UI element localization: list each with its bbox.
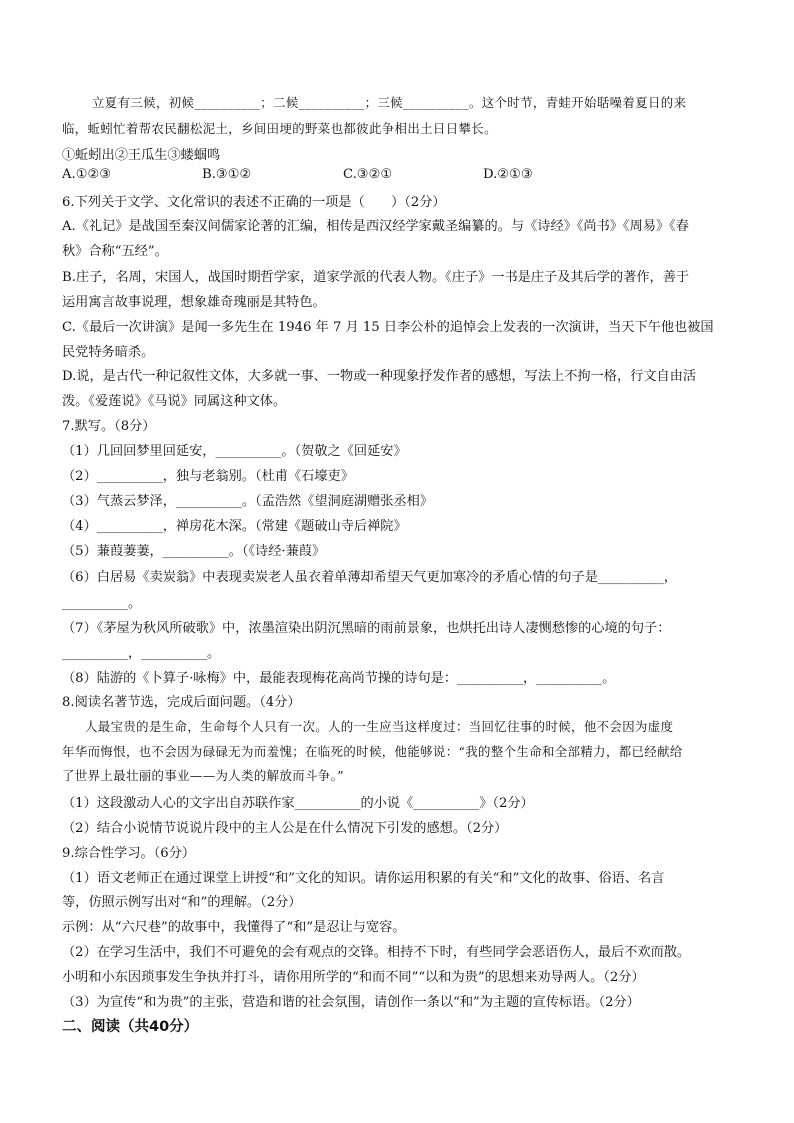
q9-sub-3: （3）为宣传“和为贵”的主张，营造和谐的社会氛围，请创作一条以“和”为主题的宣传标语。（2分） <box>62 995 640 1010</box>
q5-option-a: A.①②③ <box>62 167 112 182</box>
q8-stem: 8.阅读名著节选，完成后面问题。（4分） <box>62 695 301 710</box>
q8-sub-2: （2）结合小说情节说说片段中的主人公是在什么情况下引发的感想。（2分） <box>62 821 508 836</box>
q6-stem: 6.下列关于文学、文化常识的表述不正确的一项是（ ）（2分） <box>62 195 446 210</box>
q7-item-6-line-2: __________。 <box>62 596 142 611</box>
q9-sub-1-line-1: （1）语文老师正在通过课堂上讲授“和”文化的知识。请你运用积累的有关“和”文化的故事、俗语、名言 <box>62 871 665 886</box>
q6-option-b-line-1: B.庄子，名周，宋国人，战国时期哲学家，道家学派的代表人物。《庄子》一书是庄子及其后学的著作，善于 <box>62 270 690 285</box>
q5-poem-line-2: 临，蚯蚓忙着帮农民翻松泥土，乡间田埂的野菜也都彼此争相出土日日攀长。 <box>62 121 497 136</box>
q7-item-5: （5）蒹葭萋萋，__________。（《诗经·蒹葭》 <box>62 544 326 559</box>
q7-item-1: （1）几回回梦里回延安，__________。（贺敬之《回延安》 <box>62 444 407 459</box>
q6-option-d-line-2: 泼。《爱莲说》《马说》同属这种文体。 <box>62 394 287 409</box>
q7-item-7-line-1: （7）《茅屋为秋风所破歌》中，浓墨渲染出阴沉黑暗的雨前景象，也烘托出诗人凄恻愁惨的心境的句子： <box>62 621 671 636</box>
q7-item-7-line-2: __________，__________。 <box>62 646 221 661</box>
q8-sub-1: （1）这段激动人心的文字出自苏联作家__________的小说《__________》（2分） <box>62 796 534 811</box>
q9-sub-2-line-1: （2）在学习生活中，我们不可避免的会有观点的交锋。相持不下时，有些同学会恶语伤人，最后不欢而散。 <box>62 945 691 960</box>
q8-passage-line-2: 年华而悔恨，也不会因为碌碌无为而羞愧；在临死的时候，他能够说：“我的整个生命和全部精力，都已经献给 <box>62 744 683 759</box>
q6-option-c-line-1: C.《最后一次讲演》是闻一多先生在 1946 年 7 月 15 日李公朴的追悼会上发表的一次演讲，当天下午他也被国 <box>62 320 714 335</box>
q8-passage-line-1: 人最宝贵的是生命，生命每个人只有一次。人的一生应当这样度过：当回忆往事的时候，他不会因为虚度 <box>85 719 674 734</box>
q7-item-8: （8）陆游的《卜算子·咏梅》中，最能表现梅花高尚节操的诗句是：__________，__________。 <box>62 671 616 686</box>
q7-item-4: （4）__________，禅房花木深。（常建《题破山寺后禅院》 <box>62 519 407 534</box>
q7-item-3: （3）气蒸云梦泽，__________。（孟浩然《望洞庭湖赠张丞相》 <box>62 494 434 509</box>
q7-stem: 7.默写。（8分） <box>62 419 156 434</box>
q6-option-d-line-1: D.说，是古代一种记叙性文体，大多就一事、一物或一种现象抒发作者的感想，写法上不拘一格，行文自由活 <box>62 369 697 384</box>
q6-option-b-line-2: 运用寓言故事说理，想象雄奇瑰丽是其特色。 <box>62 295 326 310</box>
q6-option-a-line-2: 秋》合称“五经”。 <box>62 244 168 259</box>
q8-passage-line-3: 了世界上最壮丽的事业——为人类的解放而斗争。” <box>62 768 344 783</box>
q7-item-2: （2）__________，独与老翁别。（杜甫《石壕吏》 <box>62 469 354 484</box>
q5-option-b: B.③①② <box>202 167 252 182</box>
q5-poem-line-1: 立夏有三候，初候__________；二候__________；三候__________。这个时节，青蛙开始聒噪着夏日的来 <box>92 95 687 110</box>
q9-sub-2-line-2: 小明和小东因琐事发生争执并打斗，请你用所学的“和而不同”“以和为贵”的思想来劝导两人。（2分） <box>62 970 645 985</box>
q6-option-a-line-1: A.《礼记》是战国至秦汉间儒家论著的汇编，相传是西汉经学家戴圣编纂的。与《诗经》《尚书》《周易》《春 <box>62 219 689 234</box>
q7-item-6-line-1: （6）白居易《卖炭翁》中表现卖炭老人虽衣着单薄却希望天气更加寒冷的矛盾心情的句子是__________， <box>62 570 678 585</box>
q9-sub-1-line-2: 等，仿照示例写出对“和”的理解。（2分） <box>62 895 302 910</box>
q9-stem: 9.综合性学习。（6分） <box>62 846 196 861</box>
q5-option-d: D.②①③ <box>483 167 533 182</box>
q9-example: 示例：从“六尺巷”的故事中，我懂得了“和”是忍让与宽容。 <box>62 920 406 935</box>
q6-option-c-line-2: 民党特务暗杀。 <box>62 345 155 360</box>
q5-option-c: C.③②① <box>343 167 393 182</box>
section-reading-heading: 二、阅读（共40分） <box>62 1019 199 1035</box>
q5-items: ①蚯蚓出②王瓜生③蝼蝈鸣 <box>62 148 221 163</box>
